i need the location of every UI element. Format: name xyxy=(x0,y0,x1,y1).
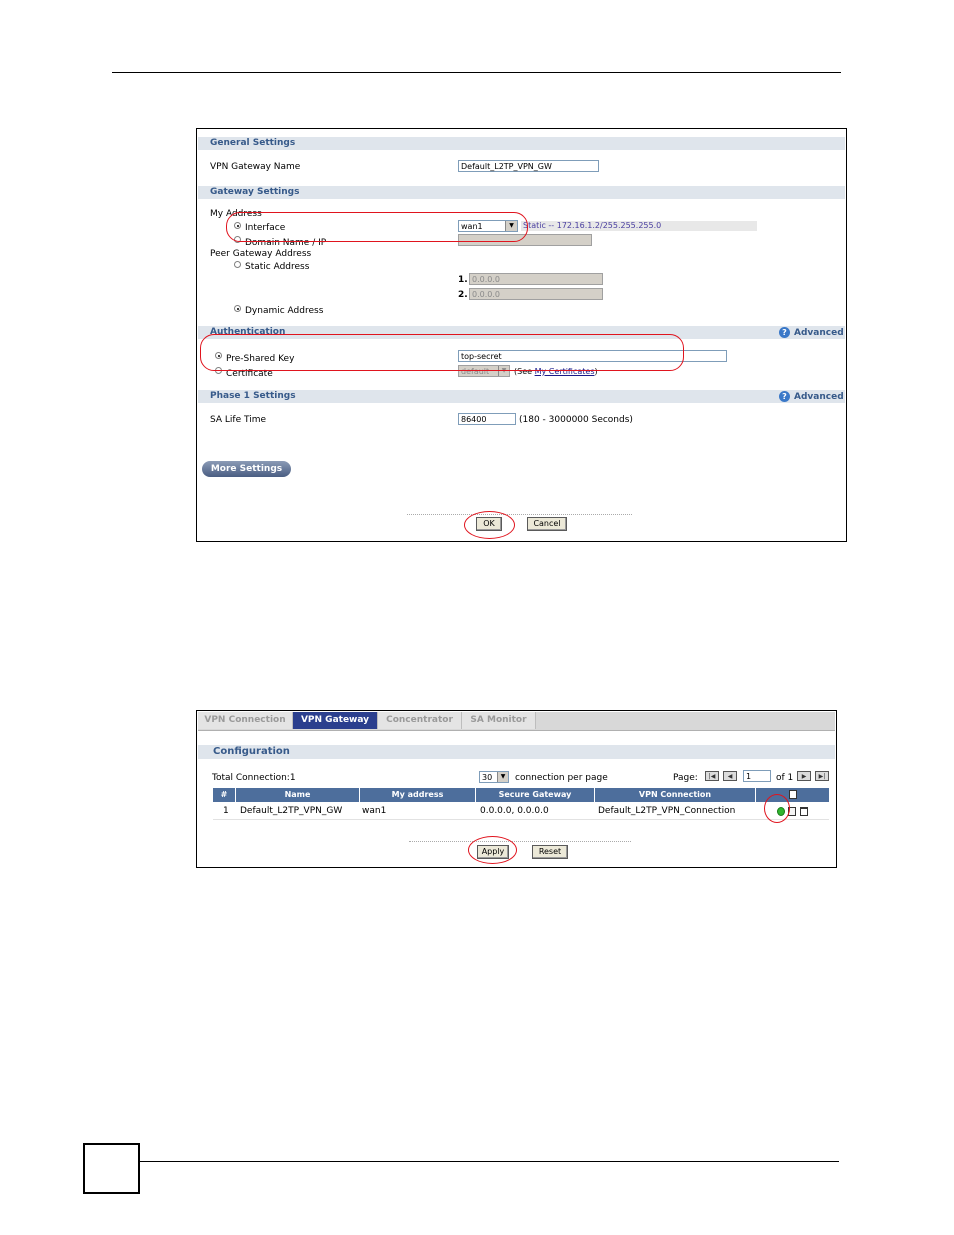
apply-highlight xyxy=(468,836,517,864)
reset-button[interactable]: Reset xyxy=(532,845,568,859)
static-address-1-num: 1. xyxy=(458,275,468,285)
page-number-box xyxy=(83,1143,140,1194)
apply-button[interactable]: Apply xyxy=(477,845,509,859)
edit-vpn-gateway-panel xyxy=(196,128,847,542)
page-of: of 1 xyxy=(776,773,794,783)
more-settings-button[interactable]: More Settings xyxy=(202,461,291,477)
page-footer-rule xyxy=(140,1161,839,1162)
table-row xyxy=(213,803,829,820)
authentication-header: Authentication xyxy=(198,326,845,339)
column-my-address[interactable]: My address xyxy=(360,788,476,802)
prev-page-icon[interactable]: ◀ xyxy=(723,771,737,781)
row-vpn-connection: Default_L2TP_VPN_Connection xyxy=(598,806,736,816)
page-number-input[interactable]: 1 xyxy=(743,770,771,782)
pre-shared-key-input[interactable]: top-secret xyxy=(458,350,727,362)
phase1-advanced-link[interactable] xyxy=(779,391,844,402)
see-prefix: (See xyxy=(514,367,535,376)
row-secure-gateway: 0.0.0.0, 0.0.0.0 xyxy=(480,806,549,816)
row-name: Default_L2TP_VPN_GW xyxy=(240,806,343,816)
interface-select-value: wan1 xyxy=(461,222,483,231)
cancel-button[interactable]: Cancel xyxy=(527,517,567,531)
row-index: 1 xyxy=(223,806,229,816)
tab-bar xyxy=(198,712,835,731)
tab-sa-monitor[interactable]: SA Monitor xyxy=(462,712,536,729)
my-address-label: My Address xyxy=(210,209,262,219)
interface-static-info: Static -- 172.16.1.2/255.255.255.0 xyxy=(523,221,662,230)
first-page-icon[interactable]: |◀ xyxy=(705,771,719,781)
ok-highlight xyxy=(464,511,515,539)
domain-name-label: Domain Name / IP xyxy=(245,238,327,248)
dotted-divider xyxy=(409,841,631,842)
sa-life-time-range: (180 - 3000000 Seconds) xyxy=(519,415,633,425)
static-address-radio[interactable] xyxy=(234,261,241,268)
per-page-value: 30 xyxy=(482,773,493,782)
static-address-1-input[interactable]: 0.0.0.0 xyxy=(469,273,603,285)
dotted-divider xyxy=(407,514,632,515)
tab-vpn-gateway[interactable]: VPN Gateway xyxy=(293,712,378,729)
certificate-label: Certificate xyxy=(226,369,273,379)
interface-label: Interface xyxy=(245,223,286,233)
chevron-down-icon: ▼ xyxy=(505,221,517,231)
sa-life-time-input[interactable]: 86400 xyxy=(458,413,516,425)
gateway-settings-header: Gateway Settings xyxy=(198,186,845,199)
gateway-table-header xyxy=(213,788,829,802)
authentication-advanced-label: Advanced xyxy=(794,328,844,338)
column-name[interactable]: Name xyxy=(236,788,360,802)
last-page-icon[interactable]: ▶| xyxy=(815,771,829,781)
pre-shared-key-highlight xyxy=(200,334,684,371)
vpn-gateway-name-input[interactable]: Default_L2TP_VPN_GW xyxy=(458,160,599,172)
per-page-select[interactable] xyxy=(479,771,509,783)
next-page-icon[interactable]: ▶ xyxy=(797,771,811,781)
page-top-rule xyxy=(112,72,841,73)
help-icon: ? xyxy=(779,391,790,402)
static-address-2-num: 2. xyxy=(458,290,468,300)
dynamic-address-radio[interactable] xyxy=(234,305,241,312)
phase1-settings-header: Phase 1 Settings xyxy=(198,390,845,403)
vpn-gateway-list-panel xyxy=(196,710,837,868)
dynamic-address-label: Dynamic Address xyxy=(245,306,324,316)
static-address-2-input[interactable]: 0.0.0.0 xyxy=(469,288,603,300)
static-address-label: Static Address xyxy=(245,262,310,272)
authentication-advanced-link[interactable] xyxy=(779,327,844,338)
peer-gateway-label: Peer Gateway Address xyxy=(210,249,312,259)
chevron-down-icon: ▼ xyxy=(497,772,508,782)
column-index: # xyxy=(213,788,236,802)
tab-vpn-connection[interactable]: VPN Connection xyxy=(198,712,293,729)
page-label: Page: xyxy=(673,773,698,783)
help-icon: ? xyxy=(779,327,790,338)
my-certificates-link[interactable]: My Certificates xyxy=(534,367,595,376)
ok-button[interactable]: OK xyxy=(476,517,502,531)
certificate-select-value: default xyxy=(461,367,490,376)
column-secure-gateway[interactable]: Secure Gateway xyxy=(476,788,595,802)
configuration-header: Configuration xyxy=(198,745,835,759)
column-vpn-connection[interactable]: VPN Connection xyxy=(595,788,756,802)
vpn-gateway-name-label: VPN Gateway Name xyxy=(210,162,301,172)
phase1-advanced-label: Advanced xyxy=(794,392,844,402)
pre-shared-key-label: Pre-Shared Key xyxy=(226,354,295,364)
per-page-label: connection per page xyxy=(515,773,608,783)
sa-life-time-label: SA Life Time xyxy=(210,415,267,425)
row-my-address: wan1 xyxy=(362,806,387,816)
interface-highlight xyxy=(226,212,528,242)
general-settings-header: General Settings xyxy=(198,137,845,150)
see-suffix: ) xyxy=(594,367,598,376)
total-connection: Total Connection:1 xyxy=(212,773,296,783)
add-icon[interactable] xyxy=(789,790,797,799)
tab-concentrator[interactable]: Concentrator xyxy=(378,712,462,729)
active-status-highlight xyxy=(764,794,790,823)
chevron-down-icon: ▼ xyxy=(498,366,509,376)
delete-icon[interactable] xyxy=(800,807,808,816)
